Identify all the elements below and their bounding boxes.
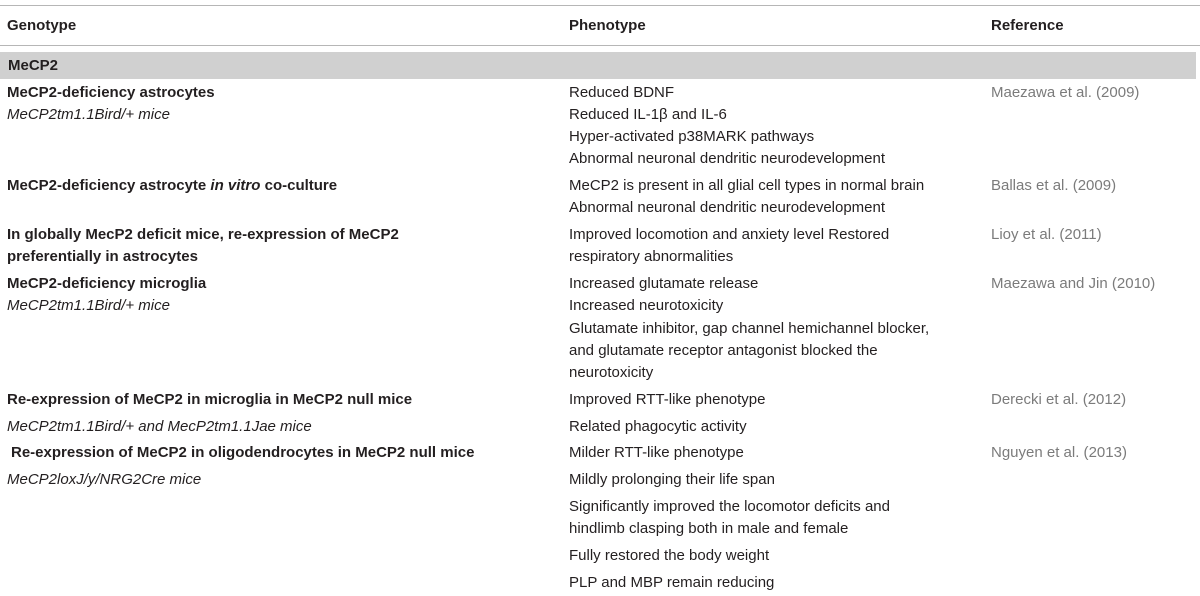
phenotype-line: hindlimb clasping both in male and female	[569, 520, 849, 537]
section-band	[0, 52, 1196, 79]
header-bottom-rule	[0, 45, 1200, 46]
reference-authors: Nguyen et al. (	[991, 444, 1089, 461]
reference-year[interactable]: 2011	[1064, 226, 1097, 243]
phenotype-line: Mildly prolonging their life span	[569, 471, 775, 488]
genotype-text: MeCP2-deficiency astrocyte	[7, 177, 211, 194]
phenotype-line: Abnormal neuronal dendritic neurodevelopment	[569, 150, 886, 167]
genotype-cell: MeCP2-deficiency microglia	[7, 275, 207, 292]
phenotype-line: Milder RTT-like phenotype	[569, 444, 744, 461]
genotype-subtitle: MeCP2tm1.1Bird/+ and MecP2tm1.1Jae mice	[7, 418, 312, 435]
reference-year[interactable]: 2012	[1087, 391, 1122, 408]
phenotype-line: Related phagocytic activity	[569, 418, 747, 435]
reference-close: )	[1150, 275, 1156, 292]
phenotype-line: Fully restored the body weight	[569, 547, 770, 564]
reference-authors: Maezawa et al. (	[991, 84, 1102, 101]
reference-authors: Ballas et al. (	[991, 177, 1078, 194]
phenotype-line: MeCP2 is present in all glial cell types in normal brain	[569, 177, 925, 194]
reference-link[interactable]	[991, 82, 1139, 104]
reference-year[interactable]: 2013	[1088, 444, 1122, 461]
reference-close: )	[1121, 391, 1127, 408]
genotype-cell: MeCP2-deficiency astrocytes	[7, 84, 215, 101]
header-genotype: Genotype	[7, 17, 77, 34]
phenotype-line: respiratory abnormalities	[569, 248, 734, 265]
phenotype-line: Abnormal neuronal dendritic neurodevelopment	[569, 199, 886, 216]
genotype-cell: Re-expression of MeCP2 in microglia in MeCP2 null mice	[7, 391, 413, 408]
genotype-text: co-culture	[260, 177, 338, 194]
header-phenotype: Phenotype	[569, 17, 646, 34]
reference-year[interactable]: 2010	[1116, 275, 1151, 292]
genotype-cell: In globally MecP2 deficit mice, re-expression of MeCP2	[7, 226, 399, 243]
reference-year[interactable]: 2009	[1077, 177, 1112, 194]
genotype-cell-line2: preferentially in astrocytes	[7, 248, 198, 265]
header-reference: Reference	[991, 17, 1064, 34]
genotype-subtitle: MeCP2tm1.1Bird/+ mice	[7, 297, 170, 314]
reference-authors: Lioy et al. (	[991, 226, 1065, 243]
phenotype-line: Improved RTT-like phenotype	[569, 391, 766, 408]
phenotype-line: Reduced BDNF	[569, 84, 675, 101]
reference-close: )	[1111, 177, 1117, 194]
table-top-rule	[0, 5, 1200, 6]
reference-link[interactable]	[991, 442, 1127, 464]
phenotype-line: Improved locomotion and anxiety level Restored	[569, 226, 890, 243]
genotype-subtitle: MeCP2tm1.1Bird/+ mice	[7, 106, 170, 123]
reference-link[interactable]	[991, 389, 1126, 411]
reference-link[interactable]	[991, 175, 1116, 197]
phenotype-line: Significantly improved the locomotor deficits and	[569, 498, 890, 515]
phenotype-line: Reduced IL-1β and IL-6	[569, 106, 727, 123]
reference-close: )	[1096, 226, 1102, 243]
genotype-italic-text: in vitro	[210, 177, 261, 194]
reference-authors: Derecki et al. (	[991, 391, 1088, 408]
reference-authors: Maezawa and Jin (	[991, 275, 1117, 292]
genotype-cell	[7, 175, 337, 197]
reference-close: )	[1134, 84, 1140, 101]
phenotype-line: Increased neurotoxicity	[569, 297, 724, 314]
reference-close: )	[1121, 444, 1127, 461]
genotype-subtitle: MeCP2loxJ/y/NRG2Cre mice	[7, 471, 202, 488]
section-label: MeCP2	[8, 57, 59, 74]
phenotype-line: neurotoxicity	[569, 364, 654, 381]
reference-link[interactable]	[991, 224, 1102, 246]
reference-year[interactable]: 2009	[1101, 84, 1135, 101]
phenotype-line: and glutamate receptor antagonist blocked the	[569, 342, 878, 359]
genotype-cell: Re-expression of MeCP2 in oligodendrocytes in MeCP2 null mice	[11, 444, 475, 461]
phenotype-line: PLP and MBP remain reducing	[569, 574, 775, 591]
reference-link[interactable]	[991, 273, 1155, 295]
phenotype-line: Increased glutamate release	[569, 275, 759, 292]
phenotype-line: Hyper-activated p38MARK pathways	[569, 128, 815, 145]
phenotype-line: Glutamate inhibitor, gap channel hemichannel blocker,	[569, 320, 930, 337]
